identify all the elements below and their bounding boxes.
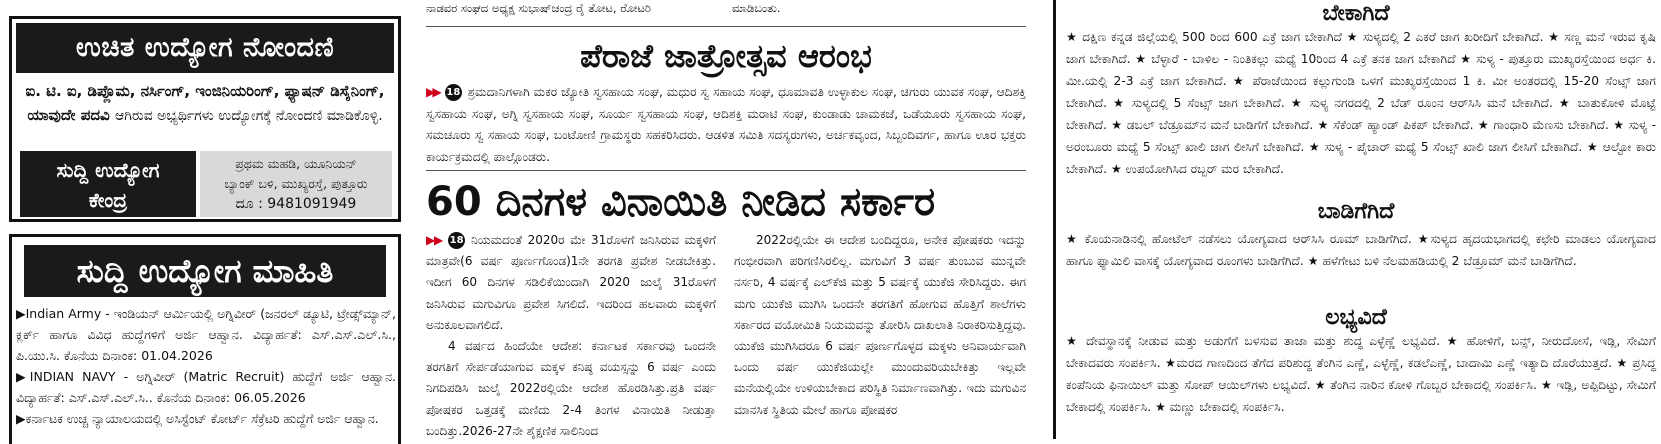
address-line-2: ಬ್ಯಾಂಕ್ ಬಳಿ, ಮುಖ್ಯರಸ್ತೆ, ಪುತ್ತೂರು [224,176,368,191]
sixty-days-column-2 [734,230,1026,421]
job-info-item: ▶ಕರ್ನಾಟಕ ಉಚ್ಚ ನ್ಯಾಯಾಲಯದಲ್ಲಿ ಅಸಿಸ್ಟೆಂಟ್ ಕೋರ್ಟ್ ಸೆಕ್ರೆಟರಿ ಹುದ್ದೆಗೆ ಅರ್ಜಿ ಆಹ್ವಾನ. [16,411,379,426]
previous-article-tail [426,0,1026,18]
address-line-1: ಪ್ರಥಮ ಮಹಡಿ, ಯೂನಿಯನ್ [235,156,357,171]
job-info-list [16,303,396,429]
page-badge: 18 [445,84,462,101]
job-info-box [9,234,401,444]
center-address [200,151,392,217]
for-rent-body [1066,228,1656,272]
job-center-label [20,151,196,217]
divider [426,26,1026,27]
available-heading: ಲಭ್ಯವಿದೆ [1325,305,1387,330]
perajje-text: ಶ್ರಮದಾನಿಗಳಾಗಿ ಮಕರ ಜ್ಯೋತಿ ಸ್ವಸಹಾಯ ಸಂಘ, ಮಧುರ ಸ್ವ ಸಹಾಯ ಸಂಘ, ಧೂಮಾವತಿ ಉಳ್ಳಾಕುಲ ಸಂಘ, ಚಿಗುರು ಯುವಕ ಸಂಘ, ಆದಿಶಕ್ತಿ ಸ್ವಸಹಾಯ ಸಂಘ, ಅಗ್ನಿ ಸ್ವಸಹಾಯ ಸಂಘ, ಸೂರ್ಯ ಸ್ವಸಹಾಯ ಸಂಘ, ಆದಿಶಕ್ತಿ ಮರಾಟಿ ಸಂಘ, ಕುಂಡಾಡು ಚಾಮಕಜೆ, ಒಡೆಯೂರು ಸ್ವಸಹಾಯ ಸಂಘ, ಸಮಚೂರು ಸ್ವ ಸಹಾಯ ಸಂಘ, ಬಂಟೋಣಿ ಗ್ರಾಮಸ್ಥರು ಸಹಕರಿಸಿದರು. ಆಡಳಿತ ಸಮಿತಿ ಸದಸ್ಯರುಗಳು, ಅರ್ಚಕವೃಂದ, ಸಿಬ್ಬಂದಿವರ್ಗ, ಹಾಗೂ ಊರ ಭಕ್ತರು ಕಾರ್ಯಕ್ರಮದಲ್ಲಿ ಪಾಲ್ಗೊಂಡರು. [426,85,1026,164]
sixty-days-column-1 [426,230,716,442]
col1-para-2: 4 ವರ್ಷದ ಹಿಂದೆಯೇ ಆದೇಶ: ಕರ್ನಾಟಕ ಸರ್ಕಾರವು ಒಂದನೇ ತರಗತಿಗೆ ಸೇರ್ಪಡೆಯಾಗುವ ಮಕ್ಕಳ ಕನಿಷ್ಠ ವಯಸ್ಸನ್ನು 6 ವರ್ಷ ಎಂದು ನಿಗದಿಪಡಿಸಿ ಜುಲೈ 2022ರಲ್ಲಿಯೇ ಆದೇಶ ಹೊರಡಿಸಿತ್ತು.ಪ್ರತಿ ವರ್ಷ ಪೋಷಕರ ಒತ್ತಡಕ್ಕೆ ಮಣಿದು 2-4 ತಿಂಗಳ ವಿನಾಯಿತಿ ನೀಡುತ್ತಾ ಬಂದಿತ್ತು.2026-27ನೇ ಶೈಕ್ಷಣಿಕ ಸಾಲಿನಿಂದ [426,339,716,438]
divider [426,170,1026,171]
job-info-item: ▶Indian Army - ಇಂಡಿಯನ್ ಆರ್ಮಿಯಲ್ಲಿ ಅಗ್ನಿವೀರ್ (ಜನರಲ್ ಡ್ಯೂಟಿ, ಟ್ರೇಡ್ಸ್‌ಮ್ಯಾನ್, ಕ್ಲರ್ಕ್ ಹಾಗೂ ವಿವಿಧ ಹುದ್ದೆಗಳಿಗೆ ಅರ್ಜಿ ಆಹ್ವಾನ. ವಿದ್ಯಾರ್ಹತೆ: ಎಸ್.ಎಸ್.ಎಲ್.ಸಿ., ಪಿ.ಯು.ಸಿ. ಕೊನೆಯ ದಿನಾಂಕ: 01.04.2026 [16,306,396,363]
for-rent-text: ★ ಕೊಯನಾಡಿನಲ್ಲಿ ಹೋಟೆಲ್ ನಡೆಸಲು ಯೋಗ್ಯವಾದ ಆರ್‌ಸಿಸಿ ರೂಮ್ ಬಾಡಿಗೆಗಿದೆ. ★ಸುಳ್ಯದ ಹೃದಯಭಾಗದಲ್ಲಿ ಕಛೇರಿ ಮಾಡಲು ಯೋಗ್ಯವಾದ ಹಾಗೂ ಫ್ಯಾಮಿಲಿ ವಾಸಕ್ಕೆ ಯೋಗ್ಯವಾದ ರೂಂಗಳು ಬಾಡಿಗೆಗಿದೆ. ★ ಹಳೆಗೇಟು ಬಳಿ ನೆಲಮಹಡಿಯಲ್ಲಿ 2 ಬೆಡ್ರೂಮ್ ಮನೆ ಬಾಡಿಗೆಗಿದೆ. [1066,232,1656,268]
tail-right: ಮಾಡಿಬಂತು. [732,1,781,15]
arrow-marker-icon: ▶▶ [426,233,443,247]
registration-courses [18,79,392,128]
perajje-article-body [426,82,1026,168]
for-rent-heading: ಬಾಡಿಗೆಗಿದೆ [1317,199,1395,224]
job-info-heading: ಸುದ್ದಿ ಉದ್ಯೋಗ ಮಾಹಿತಿ [24,245,386,297]
arrow-marker-icon: ▶▶ [426,85,439,99]
tail-left: ನಾಡವರ ಸಂಘದ ಅಧ್ಯಕ್ಷ ಸುಭಾಷ್‌ಚಂದ್ರ ರೈ ತೋಟ, ರೋಟರಿ [426,1,651,15]
classifieds-column [1053,0,1661,439]
free-job-registration-ad [9,16,401,222]
wanted-body [1066,26,1656,180]
col2-para-1: 2022ರಲ್ಲಿಯೇ ಈ ಆದೇಶ ಬಂದಿದ್ದರೂ, ಅನೇಕ ಪೋಷಕರು ಇದನ್ನು ಗಂಭೀರವಾಗಿ ಪರಿಗಣಿಸಿರಲಿಲ್ಲ. ಮಗುವಿಗೆ 3 ವರ್ಷ ತುಂಬುವ ಮುನ್ನವೇ ನರ್ಸರಿ, 4 ವರ್ಷಕ್ಕೆ ಎಲ್‌ಕೆಜಿ ಮತ್ತು 5 ವರ್ಷಕ್ಕೆ ಯುಕೆಜಿ ಸೇರಿಸಿದ್ದರು. ಈಗ ಮಗು ಯುಕೆಜಿ ಮುಗಿಸಿ ಒಂದನೇ ತರಗತಿಗೆ ಹೋಗುವ ಹೊತ್ತಿಗೆ ಶಾಲೆಗಳು ಸರ್ಕಾರದ ವಯೋಮಿತಿ ನಿಯಮವನ್ನು ತೋರಿಸಿ ದಾಖಲಾತಿ ನಿರಾಕರಿಸುತ್ತಿದ್ದವು. ಯುಕೆಜಿ ಮುಗಿಸಿದರೂ 6 ವರ್ಷ ಪೂರ್ಣಗೊಳ್ಳದ ಮಕ್ಕಳು ಅನಿವಾರ್ಯವಾಗಿ ಒಂದು ವರ್ಷ ಯುಕೆಜಿಯಲ್ಲೇ ಮುಂದುವರಿಯಬೇಕಿತ್ತು ಇಲ್ಲವೇ ಮನೆಯಲ್ಲಿಯೇ ಉಳಿಯಬೇಕಾದ ಪರಿಸ್ಥಿತಿ ನಿರ್ಮಾಣವಾಗಿತ್ತು. ಇದು ಮಗುವಿನ ಮಾನಸಿಕ ಸ್ಥಿತಿಯ ಮೇಲೆ ಹಾಗೂ ಪೋಷಕರ [734,233,1026,417]
courses-bold: ಐ. ಟಿ. ಐ, ಡಿಪ್ಲೊಮ, ನರ್ಸಿಂಗ್, ಇಂಜಿನಿಯರಿಂಗ್, ಫ್ಯಾಷನ್ ಡಿಸೈನಿಂಗ್, ಯಾವುದೇ ಪದವಿ [25,82,385,124]
job-info-item: ▶INDIAN NAVY - ಅಗ್ನಿವೀರ್ (Matric Recruit) ಹುದ್ದೆಗೆ ಅರ್ಜಿ ಆಹ್ವಾನ. ವಿದ್ಯಾರ್ಹತೆ: ಎಸ್.ಎಸ್.ಎಲ್.ಸಿ.. ಕೊನೆಯ ದಿನಾಂಕ: 06.05.2026 [16,369,396,405]
center-line-1: ಸುದ್ದಿ ಉದ್ಯೋಗ [56,158,160,182]
phone-number: ದೂ : 9481091949 [235,196,357,212]
courses-rest: ಆಗಿರುವ ಅಭ್ಯರ್ಥಿಗಳು ಉದ್ಯೋಗಕ್ಕೆ ನೋಂದಣಿ ಮಾಡಿಕೊಳ್ಳಿ. [114,108,383,124]
registration-heading: ಉಚಿತ ಉದ್ಯೋಗ ನೋಂದಣಿ [16,23,394,73]
center-line-2: ಕೇಂದ್ರ [88,188,128,212]
available-text: ★ ದೇವಸ್ಥಾನಕ್ಕೆ ನೀಡುವ ಮತ್ತು ಅಡುಗೆಗೆ ಬಳಸುವ ತಾಜಾ ಮತ್ತು ಶುದ್ಧ ಎಳ್ಳೆಣ್ಣೆ ಲಭ್ಯವಿದೆ. ★ ಹೋಳಿಗೆ, ಬನ್ಸ್, ನೀರುದೋಸೆ, ಇಡ್ಲಿ, ಸೇಮಿಗೆ ಬೇಕಾದವರು ಸಂಪರ್ಕಿಸಿ. ★ಮರದ ಗಾಣದಿಂದ ತೆಗೆದ ಪರಿಶುದ್ಧ ತೆಂಗಿನ ಎಣ್ಣೆ, ಎಳ್ಳೆಣ್ಣೆ, ಕಡಲೆಎಣ್ಣೆ, ಬಾದಾಮಿ ಎಣ್ಣೆ ಇತ್ಯಾದಿ ದೊರೆಯುತ್ತದೆ. ★ ಪ್ರಸಿದ್ಧ ಕಂಪೆನಿಯ ಫಿನಾಯಿಲ್ ಮತ್ತು ಸೋಪ್ ಆಯಿಲ್‌ಗಳು ಲಭ್ಯವಿದೆ. ★ ತೆಂಗಿನ ನಾರಿನ ಕೋಳಿ ಗೊಬ್ಬರ ಬೇಕಾದಲ್ಲಿ ಸಂಪರ್ಕಿಸಿ. ★ ಇಡ್ಲಿ, ಅಪ್ಪಿದಿಟ್ಟು, ಸೇಮಿಗೆ ಬೇಕಾದಲ್ಲಿ ಸಂಪರ್ಕಿಸಿ. ★ ಮಣ್ಣು ಬೇಕಾದಲ್ಲಿ ಸಂಪರ್ಕಿಸಿ. [1066,334,1656,414]
col1-para-1: ನಿಯಮದಂತೆ 2020ರ ಮೇ 31ರೊಳಗೆ ಜನಿಸಿರುವ ಮಕ್ಕಳಿಗೆ ಮಾತ್ರವೇ(6 ವರ್ಷ ಪೂರ್ಣಗೊಂಡ)1ನೇ ತರಗತಿ ಪ್ರವೇಶ ನೀಡಬೇಕಿತ್ತು. ಇದೀಗ 60 ದಿನಗಳ ಸಡಿಲಿಕೆಯಿಂದಾಗಿ 2020 ಜುಲೈ 31ರೊಳಗೆ ಜನಿಸಿರುವ ಮಗುವಿಗೂ ಪ್ರವೇಶ ಸಿಗಲಿದೆ. ಇದರಿಂದ ಹಲವಾರು ಮಕ್ಕಳಿಗೆ ಅನುಕೂಲವಾಗಲಿದೆ. [426,233,716,332]
page-badge: 18 [448,232,465,249]
perajje-headline: ಪೆರಾಜೆ ಜಾತ್ರೋತ್ಸವ ಆರಂಭ [580,37,872,75]
sixty-days-headline: 60 ದಿನಗಳ ವಿನಾಯಿತಿ ನೀಡಿದ ಸರ್ಕಾರ [426,179,936,225]
wanted-heading: ಬೇಕಾಗಿದೆ [1322,1,1390,26]
wanted-text: ★ ದಕ್ಷಿಣ ಕನ್ನಡ ಜಿಲ್ಲೆಯಲ್ಲಿ 500 ರಿಂದ 600 ಎಕ್ರೆ ಜಾಗ ಬೇಕಾಗಿದೆ ★ ಸುಳ್ಯದಲ್ಲಿ 2 ಎಕರೆ ಜಾಗ ಖರೀದಿಗೆ ಬೇಕಾಗಿದೆ. ★ ಸಣ್ಣ ಮನೆ ಇರುವ ಕೃಷಿ ಜಾಗ ಬೇಕಾಗಿದೆ. ★ ಬೆಳ್ಳಾರೆ - ಬಾಳಿಲ - ನಿಂತಿಕಲ್ಲು ಮಧ್ಯೆ 10ರಿಂದ 4 ಎಕ್ರೆ ತನಕ ಜಾಗ ಬೇಕಾಗಿದೆ ★ ಸುಳ್ಯ - ಪುತ್ತೂರು ಮುಖ್ಯರಸ್ತೆಯಿಂದ ಅರ್ಧ ಕಿ. ಮೀ.ಯಲ್ಲಿ 2-3 ಎಕ್ರೆ ಜಾಗ ಬೇಕಾಗಿದೆ. ★ ಪೆರಾಜೆಯಿಂದ ಕಲ್ಲುಗುಂಡಿ ಒಳಗೆ ಮುಖ್ಯರಸ್ತೆಯಿಂದ 1 ಕಿ. ಮೀ ಅಂತರದಲ್ಲಿ 15-20 ಸೆಂಟ್ಸ್ ಜಾಗ ಬೇಕಾಗಿದೆ. ★ ಸುಳ್ಯದಲ್ಲಿ 5 ಸೆಂಟ್ಸ್ ಜಾಗ ಬೇಕಾಗಿದೆ. ★ ಸುಳ್ಯ ನಗರದಲ್ಲಿ 2 ಬೆಡ್ ರೂಂನ ಆರ್‌ಸಿಸಿ ಮನೆ ಬೇಕಾಗಿದೆ. ★ ಬಾತುಕೋಳಿ ಮೊಟ್ಟೆ ಬೇಕಾಗಿದೆ. ★ ಡಬಲ್ ಬೆಡ್ರೂಮ್‌ನ ಮನೆ ಬಾಡಿಗೆಗೆ ಬೇಕಾಗಿದೆ. ★ ಸೆಕೆಂಡ್ ಹ್ಯಾಂಡ್ ಪಿಕಪ್ ಬೇಕಾಗಿದೆ. ★ ಗಾಂಧಾರಿ ಮೆಣಸು ಬೇಕಾಗಿದೆ. ★ ಸುಳ್ಯ - ಅರಂಬೂರು ಮಧ್ಯೆ 5 ಸೆಂಟ್ಸ್ ಖಾಲಿ ಜಾಗ ಲೀಸಿಗೆ ಬೇಕಾಗಿದೆ. ★ ಸುಳ್ಯ - ಪೈಚಾರ್ ಮಧ್ಯೆ 5 ಸೆಂಟ್ಸ್ ಖಾಲಿ ಜಾಗ ಲೀಸಿಗೆ ಬೇಕಾಗಿದೆ. ★ ಆಲ್ಟೋ ಕಾರು ಬೇಕಾಗಿದೆ. ★ ಉಪಯೋಗಿಸಿದ ರಬ್ಬರ್ ಮರ ಬೇಕಾಗಿದೆ. [1066,30,1656,176]
available-body [1066,330,1656,418]
